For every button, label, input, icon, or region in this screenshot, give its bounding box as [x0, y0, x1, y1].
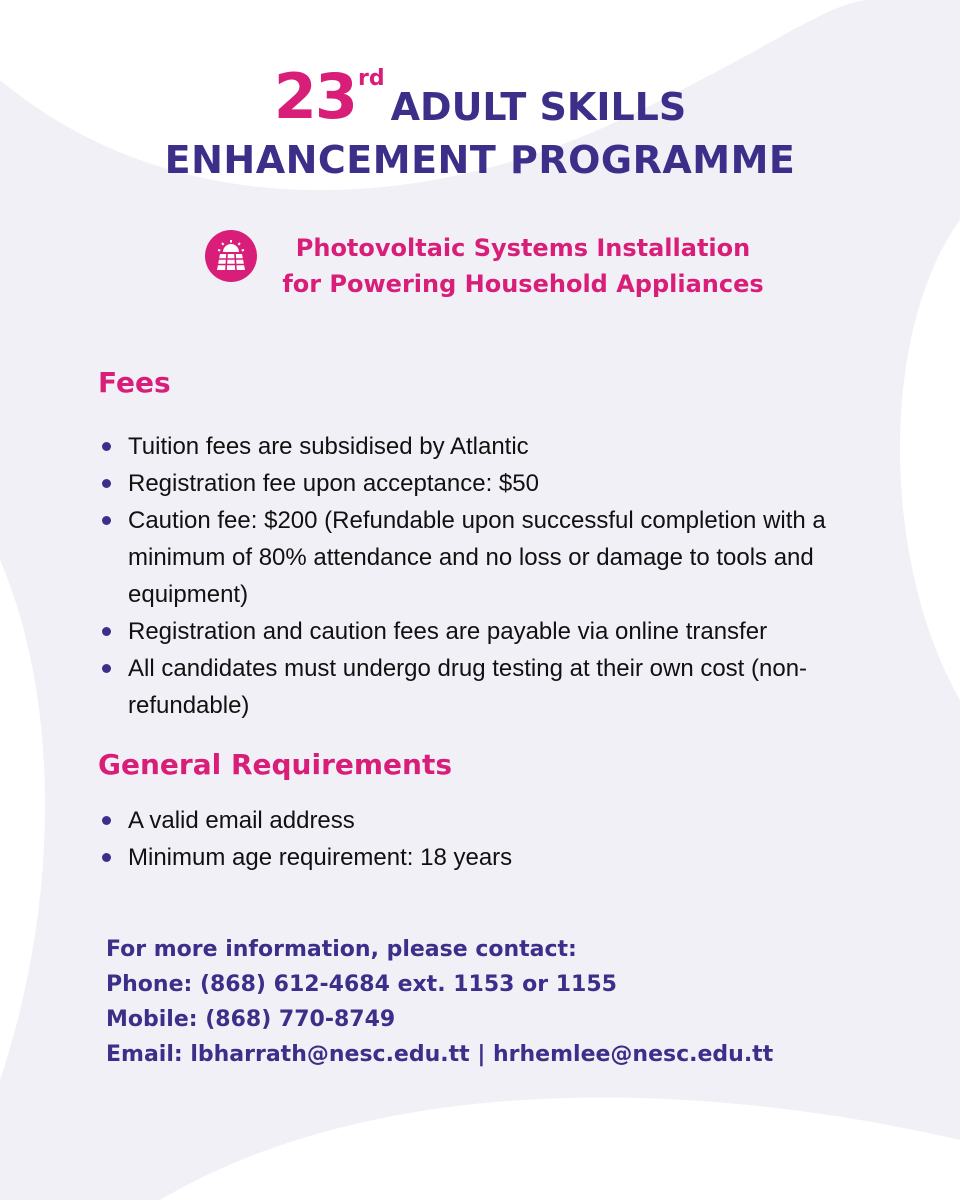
requirements-list [98, 802, 898, 876]
course-name-line-1: Photovoltaic Systems Installation [295, 234, 751, 262]
fees-heading: Fees [98, 366, 171, 399]
general-requirements-heading: General Requirements [98, 748, 453, 781]
bullet-dot-icon [102, 479, 111, 488]
contact-intro: For more information, please contact: [106, 937, 577, 962]
list-item: Registration and caution fees are payable via online transfer [98, 613, 898, 650]
contact-info [106, 932, 773, 1072]
edition-number: 23 [273, 60, 357, 133]
solar-panel-icon [205, 230, 257, 282]
programme-title [0, 58, 960, 182]
bullet-dot-icon [102, 627, 111, 636]
contact-email: Email: lbharrath@nesc.edu.tt | hrhemlee@nesc.edu.tt [106, 1042, 774, 1067]
fees-list [98, 428, 898, 724]
list-item: Tuition fees are subsidised by Atlantic [98, 428, 898, 465]
bullet-dot-icon [102, 853, 111, 862]
course-name-line-2: for Powering Household Appliances [282, 270, 764, 298]
list-item: All candidates must undergo drug testing at their own cost (non-refundable) [98, 650, 898, 724]
title-line-2: ENHANCEMENT PROGRAMME [164, 138, 796, 182]
contact-phone: Phone: (868) 612-4684 ext. 1153 or 1155 [106, 972, 617, 997]
bullet-dot-icon [102, 816, 111, 825]
edition-ordinal: rd [358, 66, 385, 91]
contact-mobile: Mobile: (868) 770-8749 [106, 1007, 396, 1032]
list-item: A valid email address [98, 802, 898, 839]
list-item: Registration fee upon acceptance: $50 [98, 465, 898, 502]
course-name [205, 230, 785, 302]
list-item: Caution fee: $200 (Refundable upon successful completion with a minimum of 80% attendance and no loss or damage to tools and equipment) [98, 502, 898, 613]
bullet-dot-icon [102, 442, 111, 451]
bullet-dot-icon [102, 516, 111, 525]
bullet-dot-icon [102, 664, 111, 673]
list-item: Minimum age requirement: 18 years [98, 839, 898, 876]
title-line-1: ADULT SKILLS [390, 85, 687, 129]
